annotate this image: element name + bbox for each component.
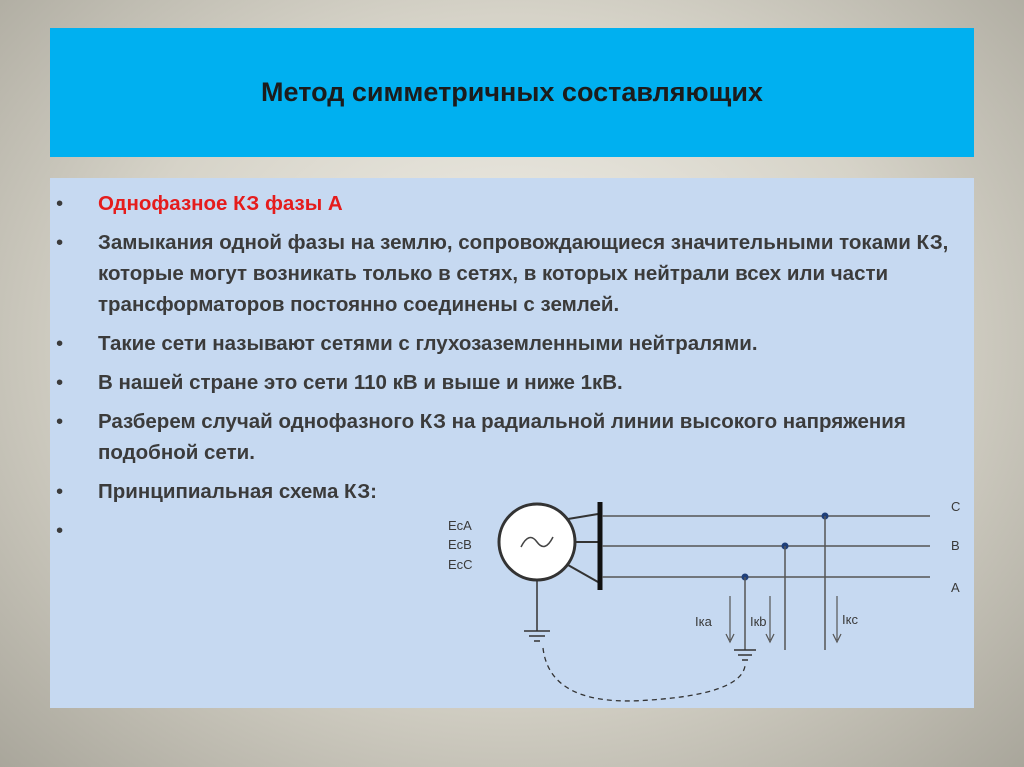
current-label: Iка [695,614,712,629]
page-title: Метод симметричных составляющих [261,77,763,107]
bullet-marker: • [56,332,64,355]
bullet-text: Принципиальная схема КЗ: [98,480,377,503]
ground-return-path [543,648,745,701]
phase-label: C [951,499,961,514]
bullet-text: Замыкания одной фазы на землю, сопровождающиеся значительными токами КЗ, которые могут возникать только в сетях, в которых нейтрали всех или части трансформаторов постоянно соединены с землей. [98,231,949,316]
current-label: Iкb [750,614,767,629]
source-label: EcC [448,557,473,572]
source-label: EcA [448,518,472,533]
phase-label: A [951,580,960,595]
title-banner [50,28,974,157]
tap-line [568,514,598,519]
short-circuit-diagram [50,178,974,708]
current-label: Iкс [842,612,858,627]
bullet-marker: • [56,480,64,503]
content-panel [50,178,974,708]
bullet-marker: • [56,519,64,542]
bullet-marker: • [56,231,64,254]
bullet-marker: • [56,371,64,394]
bullet-text: В нашей стране это сети 110 кВ и выше и ниже 1кВ. [98,371,623,394]
bullet-marker: • [56,192,64,215]
source-label: EcB [448,537,472,552]
bullet-text: Однофазное КЗ фазы А [98,192,343,215]
tap-line [568,565,598,582]
bullet-text: Разберем случай однофазного КЗ на радиальной линии высокого напряжения подобной сети. [98,410,906,464]
bullet-text: Такие сети называют сетями с глухозаземленными нейтралями. [98,332,758,355]
bullet-marker: • [56,410,64,433]
phase-label: B [951,538,960,553]
